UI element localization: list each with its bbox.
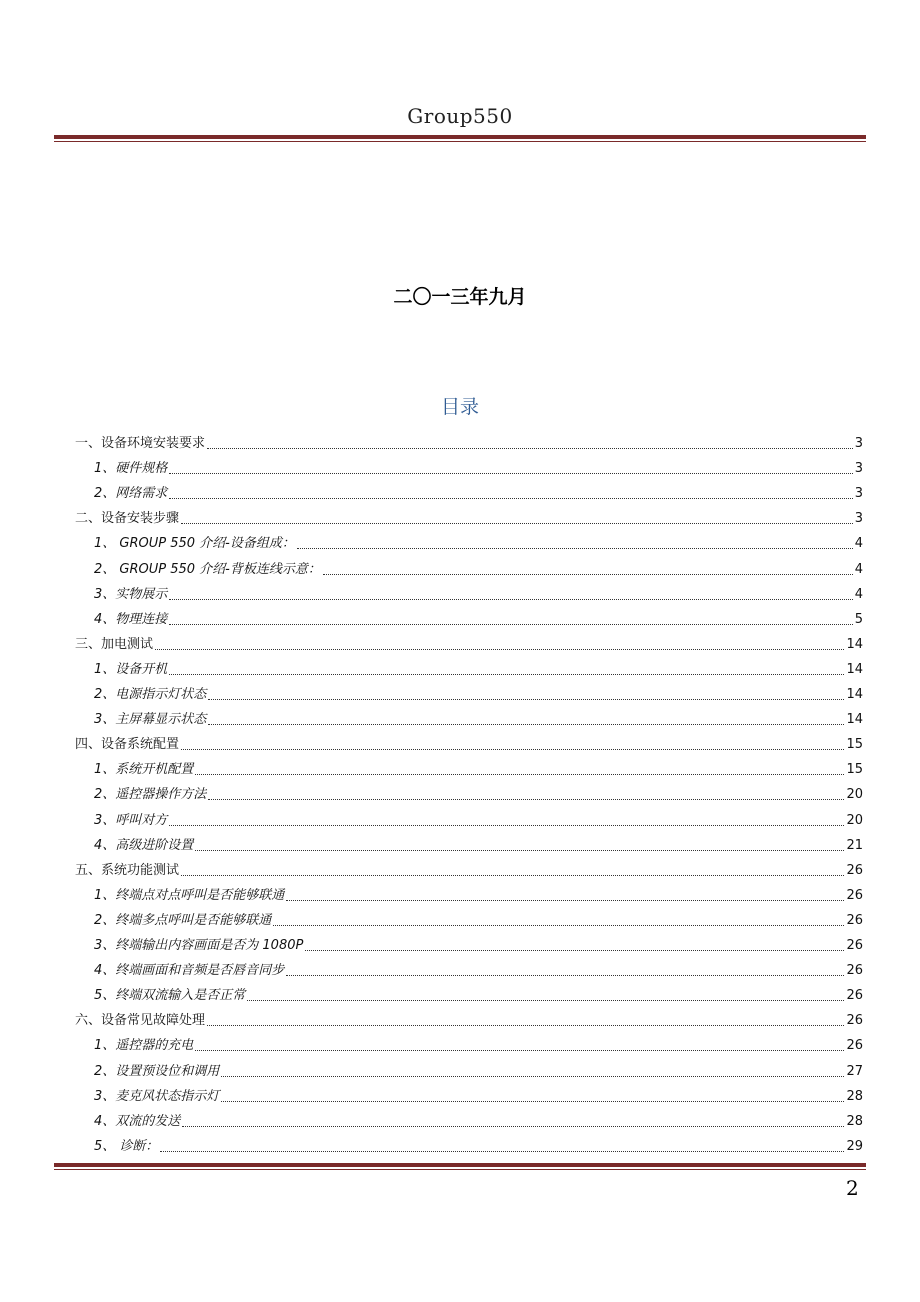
header-rule-thin (54, 141, 866, 142)
toc-entry-label: 2、遥控器操作方法 (94, 787, 207, 802)
toc-entry-label: 3、麦克风状态指示灯 (94, 1089, 220, 1104)
toc-dot-leader (195, 773, 844, 775)
toc-entry-label: 2、 GROUP 550 介绍-背板连线示意： (94, 562, 321, 577)
toc-entry-page: 20 (846, 787, 863, 802)
toc-entry[interactable] (94, 482, 863, 502)
toc-entry[interactable] (75, 1009, 863, 1029)
toc-entry-label: 4、高级进阶设置 (94, 838, 194, 853)
toc-entry-label: 2、终端多点呼叫是否能够联通 (94, 913, 272, 928)
toc-dot-leader (208, 698, 844, 700)
toc-dot-leader (221, 1100, 844, 1102)
toc-entry-label: 4、终端画面和音频是否唇音同步 (94, 963, 285, 978)
toc-entry-label: 3、实物展示 (94, 587, 168, 602)
toc-entry[interactable] (75, 733, 863, 753)
document-date: 二〇一三年九月 (393, 286, 527, 308)
toc-entry-label: 3、终端输出内容画面是否为 1080P (94, 938, 304, 953)
toc-entry-page: 26 (846, 988, 863, 1003)
toc-entry-label: 三、加电测试 (75, 637, 154, 652)
toc-entry-page: 26 (846, 888, 863, 903)
toc-entry-page: 14 (846, 662, 863, 677)
toc-entry-label: 4、双流的发送 (94, 1114, 181, 1129)
toc-entry[interactable] (94, 1110, 863, 1130)
toc-entry-label: 2、网络需求 (94, 486, 168, 501)
toc-entry-label: 3、呼叫对方 (94, 813, 168, 828)
toc-entry-page: 14 (846, 712, 863, 727)
toc-entry-page: 27 (846, 1064, 863, 1079)
toc-entry-label: 五、系统功能测试 (75, 863, 180, 878)
toc-dot-leader (221, 1075, 844, 1077)
toc-entry[interactable] (94, 834, 863, 854)
toc-entry[interactable] (94, 1085, 863, 1105)
toc-dot-leader (208, 798, 844, 800)
toc-entry[interactable] (75, 507, 863, 527)
toc-entry[interactable] (94, 583, 863, 603)
toc-entry-label: 4、物理连接 (94, 612, 168, 627)
toc-entry-page: 3 (854, 461, 863, 476)
toc-entry-label: 四、设备系统配置 (75, 737, 180, 752)
toc-entry-label: 1、遥控器的充电 (94, 1038, 194, 1053)
toc-entry-page: 26 (846, 913, 863, 928)
toc-entry[interactable] (94, 959, 863, 979)
toc-entry-page: 29 (846, 1139, 863, 1154)
toc-entry-label: 5、 诊断： (94, 1139, 159, 1154)
header-title: Group550 (407, 104, 513, 128)
toc-entry-label: 2、设置预设位和调用 (94, 1064, 220, 1079)
toc-dot-leader (169, 598, 852, 600)
footer-rule-thin (54, 1169, 866, 1170)
toc-dot-leader (181, 522, 853, 524)
toc-entry-page: 26 (846, 863, 863, 878)
toc-entry-label: 六、设备常见故障处理 (75, 1013, 206, 1028)
toc-dot-leader (160, 1150, 844, 1152)
toc-dot-leader (323, 573, 853, 575)
toc-entry[interactable] (94, 909, 863, 929)
toc-entry-label: 3、主屏幕显示状态 (94, 712, 207, 727)
toc-dot-leader (181, 874, 844, 876)
toc-entry-page: 4 (854, 536, 863, 551)
toc-entry-page: 5 (854, 612, 863, 627)
toc-entry-page: 4 (854, 562, 863, 577)
toc-dot-leader (182, 1125, 844, 1127)
toc-entry-page: 3 (854, 511, 863, 526)
toc-entry-label: 1、终端点对点呼叫是否能够联通 (94, 888, 285, 903)
toc-entry-label: 1、 GROUP 550 介绍-设备组成： (94, 536, 295, 551)
header-rule-thick (54, 135, 866, 139)
toc-entry-page: 28 (846, 1114, 863, 1129)
toc-dot-leader (155, 648, 844, 650)
toc-dot-leader (169, 472, 852, 474)
footer-rule-thick (54, 1163, 866, 1167)
toc-entry[interactable] (75, 633, 863, 653)
toc-entry[interactable] (94, 934, 863, 954)
toc-dot-leader (273, 924, 844, 926)
toc-entry[interactable] (94, 1060, 863, 1080)
toc-entry[interactable] (94, 658, 863, 678)
toc-entry-label: 2、电源指示灯状态 (94, 687, 207, 702)
toc-entry[interactable] (75, 432, 863, 452)
toc-entry-label: 二、设备安装步骤 (75, 511, 180, 526)
toc-entry-page: 28 (846, 1089, 863, 1104)
toc-dot-leader (169, 824, 844, 826)
toc-entry[interactable] (94, 1034, 863, 1054)
toc-entry-page: 14 (846, 637, 863, 652)
toc-entry-label: 1、设备开机 (94, 662, 168, 677)
toc-entry-page: 14 (846, 687, 863, 702)
toc-entry[interactable] (94, 1135, 863, 1155)
toc-entry-label: 一、设备环境安装要求 (75, 436, 206, 451)
toc-dot-leader (207, 447, 853, 449)
toc-entry[interactable] (94, 758, 863, 778)
toc-dot-leader (195, 1049, 844, 1051)
toc-entry-page: 20 (846, 813, 863, 828)
toc-entry-label: 5、终端双流输入是否正常 (94, 988, 246, 1003)
toc-entry-page: 15 (846, 737, 863, 752)
toc-dot-leader (169, 623, 852, 625)
toc-entry[interactable] (94, 608, 863, 628)
toc-dot-leader (208, 723, 844, 725)
toc-entry-page: 15 (846, 762, 863, 777)
toc-heading: 目录 (440, 396, 479, 418)
toc-dot-leader (286, 899, 844, 901)
toc-dot-leader (207, 1024, 844, 1026)
toc-entry-page: 26 (846, 1038, 863, 1053)
toc-entry-page: 3 (854, 486, 863, 501)
toc-entry[interactable] (94, 532, 863, 552)
toc-entry[interactable] (94, 984, 863, 1004)
toc-entry[interactable] (94, 558, 863, 578)
toc-dot-leader (286, 974, 844, 976)
toc-dot-leader (169, 497, 852, 499)
toc-dot-leader (169, 673, 844, 675)
toc-entry[interactable] (94, 783, 863, 803)
toc-entry[interactable] (75, 859, 863, 879)
toc-dot-leader (297, 547, 853, 549)
toc-entry-page: 21 (846, 838, 863, 853)
toc-dot-leader (247, 999, 844, 1001)
toc-entry-page: 26 (846, 1013, 863, 1028)
toc-entry[interactable] (94, 683, 863, 703)
page-number: 2 (846, 1176, 859, 1200)
toc-entry-page: 26 (846, 938, 863, 953)
toc-entry-page: 4 (854, 587, 863, 602)
toc-entry[interactable] (94, 457, 863, 477)
toc-entry[interactable] (94, 809, 863, 829)
toc-entry-page: 26 (846, 963, 863, 978)
toc-entry-label: 1、系统开机配置 (94, 762, 194, 777)
toc-dot-leader (195, 849, 844, 851)
toc-entry[interactable] (94, 884, 863, 904)
toc-dot-leader (181, 748, 844, 750)
toc-entry-label: 1、硬件规格 (94, 461, 168, 476)
toc-entry-page: 3 (854, 436, 863, 451)
toc-entry[interactable] (94, 708, 863, 728)
toc-dot-leader (305, 949, 844, 951)
